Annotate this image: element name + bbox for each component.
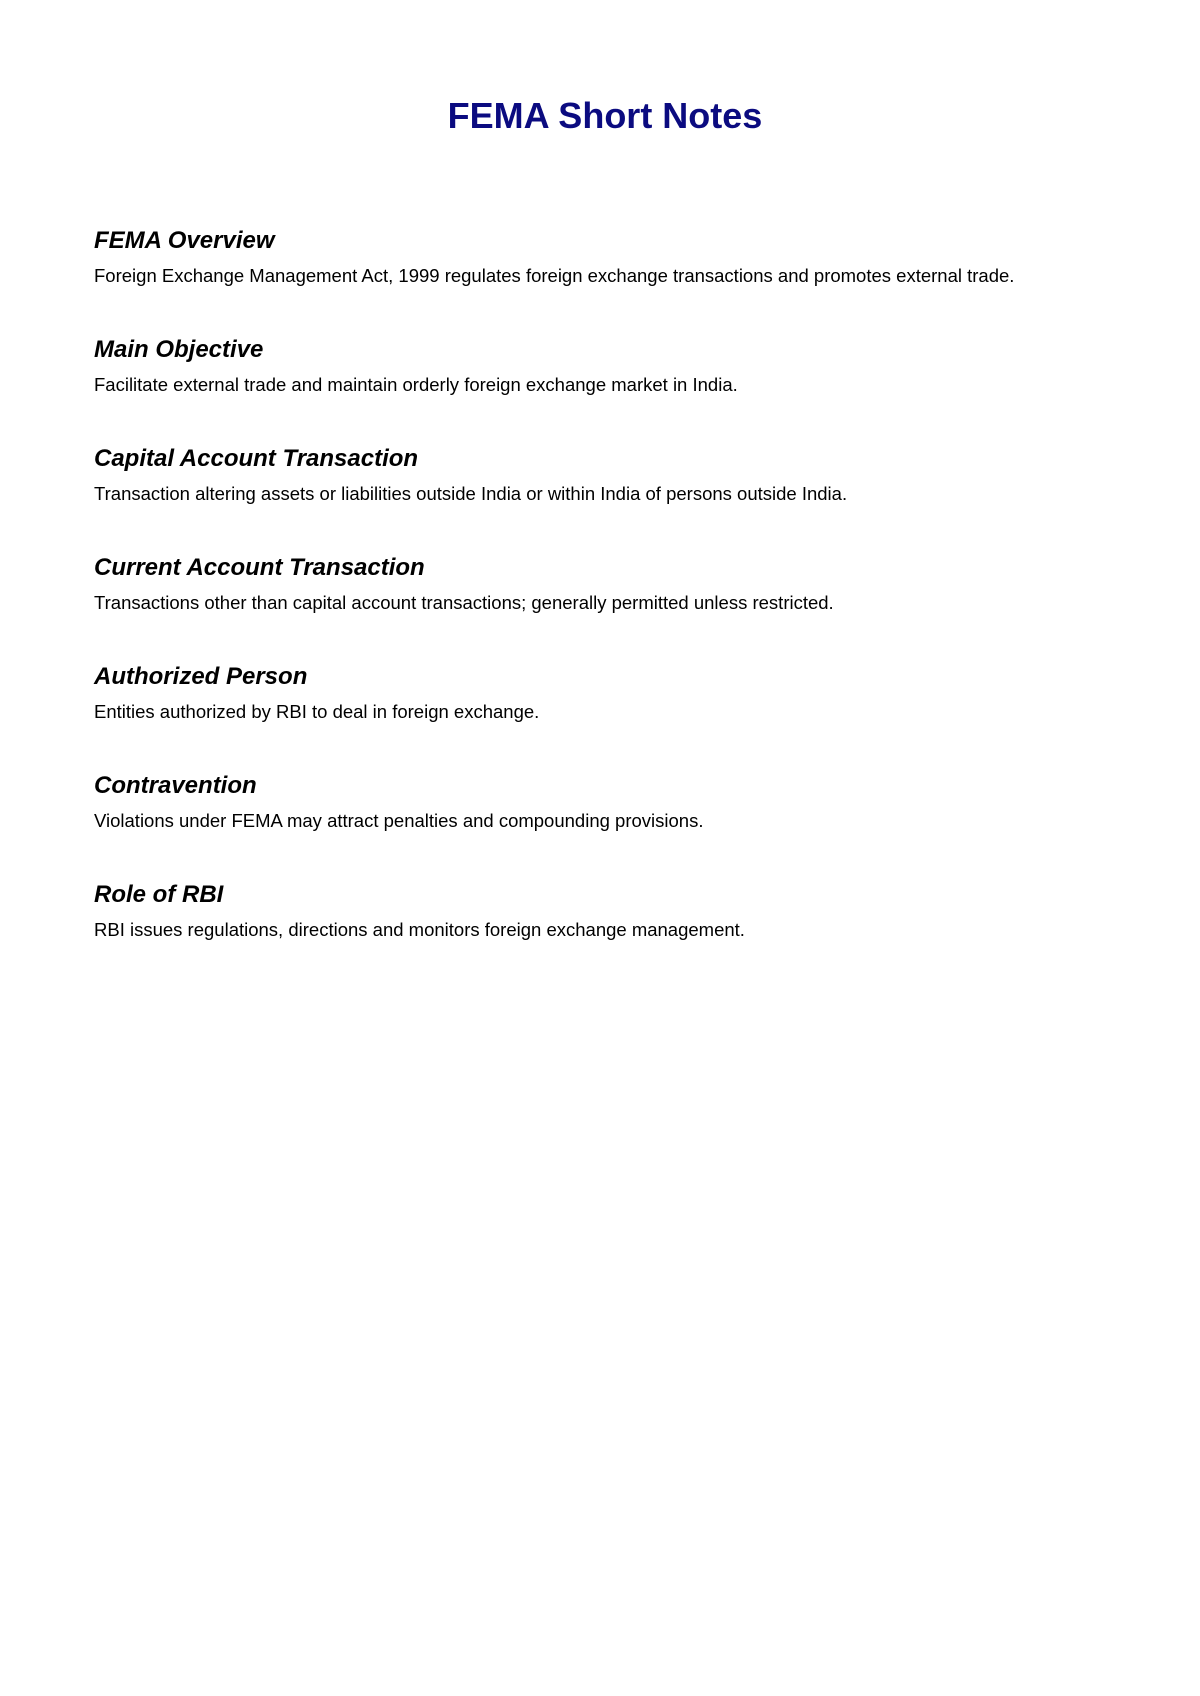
section-heading: Main Objective [94, 336, 264, 363]
section-body: Facilitate external trade and maintain orderly foreign exchange market in India. [94, 374, 738, 395]
section-heading: Contravention [94, 772, 257, 799]
section-main-objective [94, 335, 1140, 444]
section-role-of-rbi [94, 880, 1140, 989]
section-body: Transactions other than capital account transactions; generally permitted unless restricted. [94, 592, 834, 613]
section-heading: FEMA Overview [94, 227, 275, 254]
document-title: FEMA Short Notes [447, 95, 763, 136]
section-heading: Authorized Person [94, 663, 308, 690]
section-heading: Capital Account Transaction [94, 445, 419, 472]
section-contravention [94, 771, 1140, 880]
section-body: Violations under FEMA may attract penalties and compounding provisions. [94, 810, 704, 831]
section-authorized-person [94, 662, 1140, 771]
section-body: RBI issues regulations, directions and monitors foreign exchange management. [94, 919, 745, 940]
section-fema-overview [94, 226, 1140, 335]
section-body: Transaction altering assets or liabilities outside India or within India of persons outside India. [94, 483, 848, 504]
section-heading: Current Account Transaction [94, 554, 425, 581]
section-body: Foreign Exchange Management Act, 1999 regulates foreign exchange transactions and promotes external trade. [94, 265, 1015, 286]
section-current-account-transaction [94, 553, 1140, 662]
section-heading: Role of RBI [94, 881, 224, 908]
section-body: Entities authorized by RBI to deal in foreign exchange. [94, 701, 540, 722]
notes-sections [94, 226, 1140, 989]
section-capital-account-transaction [94, 444, 1140, 553]
